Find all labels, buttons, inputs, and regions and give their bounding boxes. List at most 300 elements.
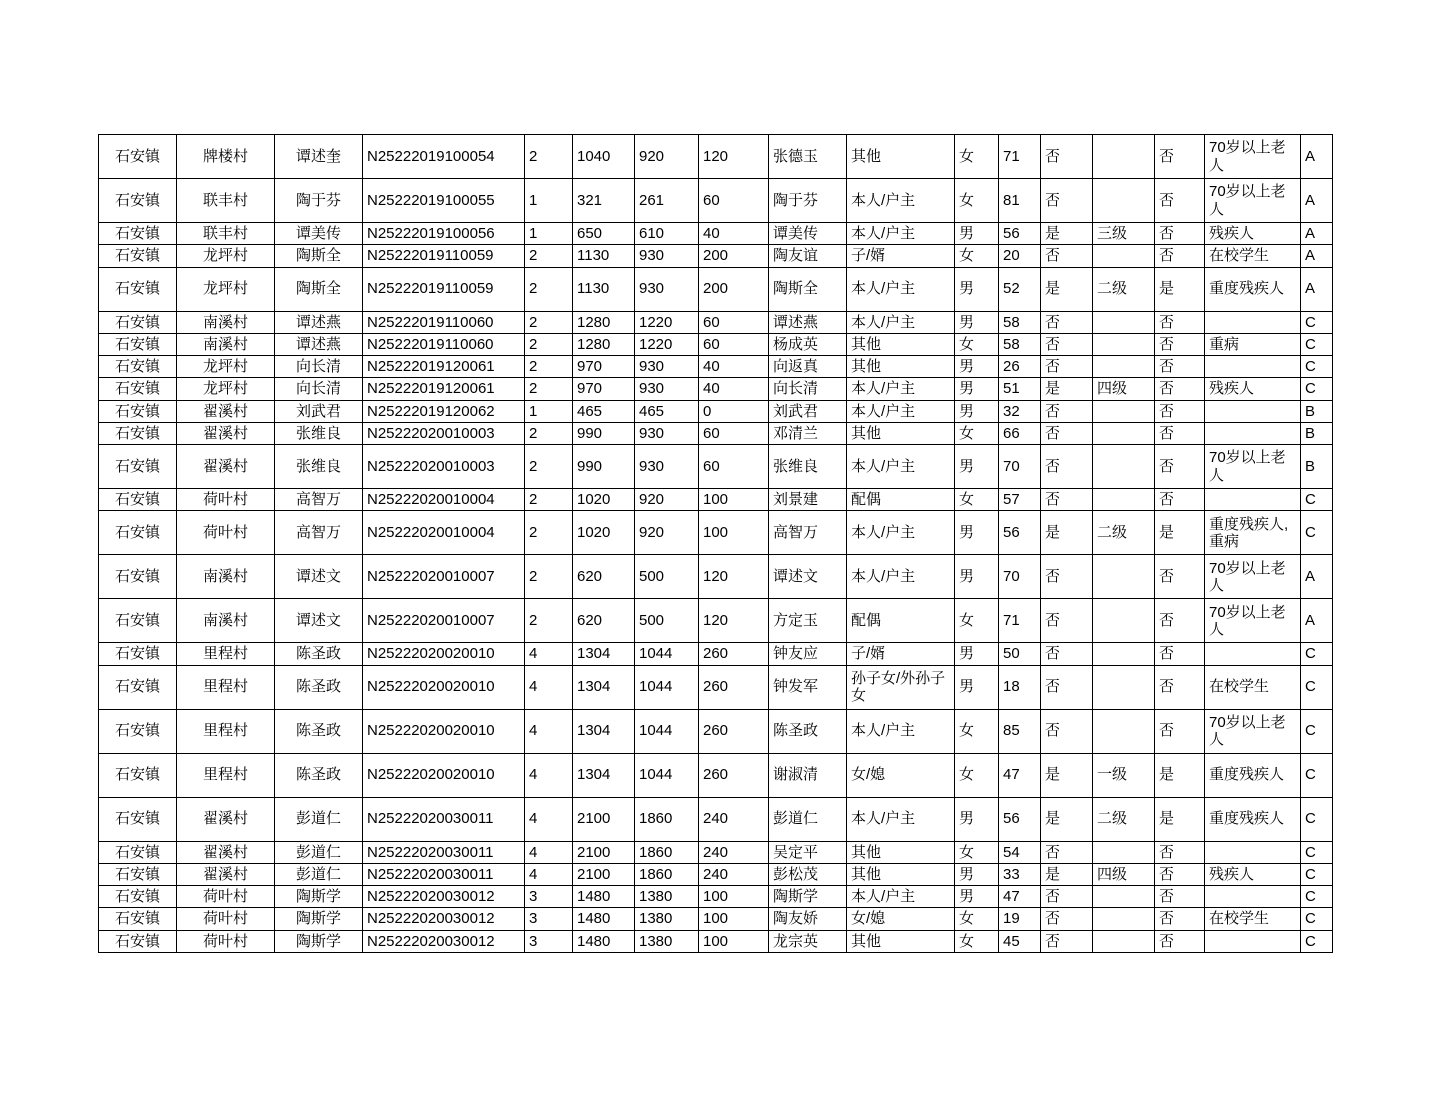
cell-severe: 否 <box>1155 863 1205 885</box>
table-row <box>99 179 1333 223</box>
cell-relation: 子/婿 <box>847 643 955 665</box>
cell-subsidy: 260 <box>699 709 769 753</box>
cell-net_income: 930 <box>635 445 699 489</box>
cell-member_name: 陶友娇 <box>769 908 847 930</box>
cell-age: 26 <box>999 356 1041 378</box>
cell-town: 石安镇 <box>99 599 177 643</box>
cell-id_number: N25222020010003 <box>363 445 525 489</box>
cell-category <box>1205 841 1301 863</box>
cell-subsidy: 200 <box>699 245 769 267</box>
cell-town: 石安镇 <box>99 245 177 267</box>
cell-severe: 否 <box>1155 422 1205 444</box>
cell-disability_level <box>1093 709 1155 753</box>
cell-town: 石安镇 <box>99 135 177 179</box>
cell-total_income: 465 <box>573 400 635 422</box>
cell-id_number: N25222020010003 <box>363 422 525 444</box>
cell-severe: 是 <box>1155 267 1205 311</box>
cell-id_number: N25222020010007 <box>363 599 525 643</box>
cell-age: 71 <box>999 135 1041 179</box>
cell-household_head: 彭道仁 <box>275 797 363 841</box>
cell-subsidy: 100 <box>699 930 769 952</box>
cell-household_head: 向长清 <box>275 378 363 400</box>
cell-town: 石安镇 <box>99 886 177 908</box>
cell-total_income: 1304 <box>573 753 635 797</box>
cell-member_name: 钟发军 <box>769 665 847 709</box>
cell-member_name: 陶友谊 <box>769 245 847 267</box>
cell-gender: 男 <box>955 400 999 422</box>
cell-village: 里程村 <box>177 753 275 797</box>
table-row <box>99 908 1333 930</box>
cell-household_size: 4 <box>525 753 573 797</box>
cell-net_income: 1044 <box>635 709 699 753</box>
cell-grade: A <box>1301 223 1333 245</box>
cell-subsidy: 0 <box>699 400 769 422</box>
cell-gender: 男 <box>955 223 999 245</box>
cell-id_number: N25222019120061 <box>363 378 525 400</box>
cell-age: 20 <box>999 245 1041 267</box>
cell-relation: 其他 <box>847 356 955 378</box>
cell-subsidy: 40 <box>699 356 769 378</box>
cell-village: 联丰村 <box>177 179 275 223</box>
cell-town: 石安镇 <box>99 422 177 444</box>
table-row <box>99 886 1333 908</box>
cell-disability_level <box>1093 311 1155 333</box>
cell-subsidy: 60 <box>699 179 769 223</box>
cell-net_income: 1044 <box>635 643 699 665</box>
cell-member_name: 陶于芬 <box>769 179 847 223</box>
cell-net_income: 930 <box>635 378 699 400</box>
cell-severe: 否 <box>1155 643 1205 665</box>
cell-subsidy: 100 <box>699 511 769 555</box>
cell-category: 70岁以上老人 <box>1205 709 1301 753</box>
cell-grade: C <box>1301 378 1333 400</box>
cell-severe: 否 <box>1155 709 1205 753</box>
cell-grade: C <box>1301 643 1333 665</box>
cell-household_head: 陶于芬 <box>275 179 363 223</box>
cell-household_head: 高智万 <box>275 489 363 511</box>
cell-severe: 否 <box>1155 665 1205 709</box>
cell-category: 在校学生 <box>1205 908 1301 930</box>
cell-town: 石安镇 <box>99 311 177 333</box>
cell-category <box>1205 886 1301 908</box>
cell-id_number: N25222019100054 <box>363 135 525 179</box>
cell-disabled: 否 <box>1041 311 1093 333</box>
cell-total_income: 990 <box>573 422 635 444</box>
cell-disability_level <box>1093 400 1155 422</box>
cell-age: 47 <box>999 886 1041 908</box>
cell-id_number: N25222019110059 <box>363 245 525 267</box>
cell-grade: C <box>1301 356 1333 378</box>
cell-village: 荷叶村 <box>177 908 275 930</box>
cell-village: 里程村 <box>177 665 275 709</box>
cell-category <box>1205 311 1301 333</box>
cell-relation: 本人/户主 <box>847 555 955 599</box>
cell-village: 荷叶村 <box>177 511 275 555</box>
cell-grade: A <box>1301 267 1333 311</box>
cell-member_name: 谭美传 <box>769 223 847 245</box>
cell-subsidy: 60 <box>699 311 769 333</box>
cell-relation: 本人/户主 <box>847 797 955 841</box>
cell-gender: 女 <box>955 599 999 643</box>
cell-age: 81 <box>999 179 1041 223</box>
cell-disabled: 否 <box>1041 445 1093 489</box>
table-row <box>99 223 1333 245</box>
cell-village: 南溪村 <box>177 555 275 599</box>
cell-age: 50 <box>999 643 1041 665</box>
cell-village: 南溪村 <box>177 333 275 355</box>
cell-disability_level <box>1093 643 1155 665</box>
cell-relation: 本人/户主 <box>847 223 955 245</box>
cell-subsidy: 260 <box>699 665 769 709</box>
cell-id_number: N25222020030012 <box>363 930 525 952</box>
cell-disability_level <box>1093 135 1155 179</box>
cell-household_size: 2 <box>525 378 573 400</box>
cell-age: 45 <box>999 930 1041 952</box>
cell-category <box>1205 400 1301 422</box>
cell-subsidy: 40 <box>699 223 769 245</box>
cell-household_head: 高智万 <box>275 511 363 555</box>
cell-town: 石安镇 <box>99 179 177 223</box>
cell-total_income: 1480 <box>573 908 635 930</box>
cell-age: 56 <box>999 797 1041 841</box>
cell-disabled: 否 <box>1041 599 1093 643</box>
cell-id_number: N25222019120062 <box>363 400 525 422</box>
cell-net_income: 465 <box>635 400 699 422</box>
cell-village: 荷叶村 <box>177 886 275 908</box>
cell-severe: 否 <box>1155 311 1205 333</box>
table-row <box>99 643 1333 665</box>
cell-member_name: 吴定平 <box>769 841 847 863</box>
cell-subsidy: 240 <box>699 841 769 863</box>
cell-grade: A <box>1301 555 1333 599</box>
cell-category: 在校学生 <box>1205 665 1301 709</box>
cell-household_size: 4 <box>525 709 573 753</box>
table-row <box>99 267 1333 311</box>
cell-household_head: 张维良 <box>275 445 363 489</box>
cell-relation: 配偶 <box>847 489 955 511</box>
cell-relation: 女/媳 <box>847 753 955 797</box>
cell-household_size: 4 <box>525 643 573 665</box>
cell-grade: C <box>1301 930 1333 952</box>
cell-disabled: 否 <box>1041 908 1093 930</box>
cell-severe: 否 <box>1155 841 1205 863</box>
cell-disabled: 否 <box>1041 333 1093 355</box>
cell-net_income: 930 <box>635 245 699 267</box>
cell-subsidy: 120 <box>699 555 769 599</box>
cell-village: 翟溪村 <box>177 445 275 489</box>
cell-category <box>1205 489 1301 511</box>
cell-severe: 否 <box>1155 886 1205 908</box>
cell-disabled: 否 <box>1041 930 1093 952</box>
cell-net_income: 261 <box>635 179 699 223</box>
cell-category: 残疾人 <box>1205 223 1301 245</box>
cell-grade: A <box>1301 179 1333 223</box>
cell-total_income: 1304 <box>573 709 635 753</box>
cell-village: 荷叶村 <box>177 489 275 511</box>
cell-subsidy: 240 <box>699 863 769 885</box>
cell-gender: 男 <box>955 445 999 489</box>
cell-total_income: 1480 <box>573 886 635 908</box>
cell-town: 石安镇 <box>99 797 177 841</box>
cell-member_name: 谭述文 <box>769 555 847 599</box>
cell-severe: 否 <box>1155 908 1205 930</box>
cell-gender: 男 <box>955 643 999 665</box>
cell-subsidy: 260 <box>699 753 769 797</box>
cell-id_number: N25222020030011 <box>363 841 525 863</box>
cell-age: 58 <box>999 311 1041 333</box>
cell-severe: 是 <box>1155 753 1205 797</box>
cell-household_head: 谭述奎 <box>275 135 363 179</box>
cell-id_number: N25222020030011 <box>363 863 525 885</box>
cell-disability_level <box>1093 445 1155 489</box>
cell-town: 石安镇 <box>99 841 177 863</box>
cell-household_head: 彭道仁 <box>275 863 363 885</box>
cell-subsidy: 240 <box>699 797 769 841</box>
cell-total_income: 1304 <box>573 665 635 709</box>
table-row <box>99 511 1333 555</box>
cell-grade: C <box>1301 886 1333 908</box>
cell-age: 18 <box>999 665 1041 709</box>
cell-town: 石安镇 <box>99 489 177 511</box>
cell-village: 翟溪村 <box>177 841 275 863</box>
cell-net_income: 1220 <box>635 333 699 355</box>
cell-disabled: 是 <box>1041 378 1093 400</box>
cell-disabled: 否 <box>1041 841 1093 863</box>
cell-grade: B <box>1301 400 1333 422</box>
cell-gender: 女 <box>955 422 999 444</box>
cell-id_number: N25222019100056 <box>363 223 525 245</box>
cell-household_size: 4 <box>525 863 573 885</box>
cell-total_income: 1480 <box>573 930 635 952</box>
cell-net_income: 920 <box>635 489 699 511</box>
table-row <box>99 709 1333 753</box>
cell-village: 南溪村 <box>177 599 275 643</box>
cell-member_name: 张维良 <box>769 445 847 489</box>
table-row <box>99 333 1333 355</box>
cell-total_income: 990 <box>573 445 635 489</box>
cell-household_size: 2 <box>525 422 573 444</box>
cell-subsidy: 60 <box>699 445 769 489</box>
cell-id_number: N25222020010004 <box>363 489 525 511</box>
cell-household_head: 张维良 <box>275 422 363 444</box>
cell-household_size: 1 <box>525 179 573 223</box>
table-row <box>99 356 1333 378</box>
cell-net_income: 1220 <box>635 311 699 333</box>
cell-household_head: 谭述文 <box>275 555 363 599</box>
cell-net_income: 1044 <box>635 753 699 797</box>
cell-village: 里程村 <box>177 709 275 753</box>
cell-id_number: N25222020020010 <box>363 665 525 709</box>
cell-disability_level: 一级 <box>1093 753 1155 797</box>
cell-grade: C <box>1301 489 1333 511</box>
cell-relation: 本人/户主 <box>847 445 955 489</box>
cell-grade: B <box>1301 422 1333 444</box>
cell-household_size: 1 <box>525 400 573 422</box>
cell-disability_level <box>1093 599 1155 643</box>
cell-total_income: 1020 <box>573 489 635 511</box>
cell-total_income: 1040 <box>573 135 635 179</box>
cell-id_number: N25222020020010 <box>363 753 525 797</box>
cell-household_size: 3 <box>525 930 573 952</box>
cell-severe: 否 <box>1155 378 1205 400</box>
cell-net_income: 1380 <box>635 908 699 930</box>
cell-household_head: 向长清 <box>275 356 363 378</box>
cell-household_head: 陶斯全 <box>275 245 363 267</box>
cell-total_income: 650 <box>573 223 635 245</box>
cell-disabled: 否 <box>1041 245 1093 267</box>
cell-id_number: N25222020020010 <box>363 643 525 665</box>
cell-category: 在校学生 <box>1205 245 1301 267</box>
cell-subsidy: 100 <box>699 908 769 930</box>
cell-total_income: 321 <box>573 179 635 223</box>
cell-age: 56 <box>999 223 1041 245</box>
cell-net_income: 930 <box>635 422 699 444</box>
cell-category <box>1205 643 1301 665</box>
cell-disability_level <box>1093 555 1155 599</box>
cell-village: 里程村 <box>177 643 275 665</box>
cell-severe: 否 <box>1155 930 1205 952</box>
table-row <box>99 753 1333 797</box>
cell-grade: C <box>1301 797 1333 841</box>
cell-grade: C <box>1301 311 1333 333</box>
cell-gender: 女 <box>955 930 999 952</box>
cell-relation: 其他 <box>847 333 955 355</box>
cell-age: 33 <box>999 863 1041 885</box>
cell-gender: 男 <box>955 555 999 599</box>
cell-relation: 本人/户主 <box>847 179 955 223</box>
cell-category: 70岁以上老人 <box>1205 555 1301 599</box>
cell-disability_level <box>1093 356 1155 378</box>
cell-category: 重度残疾人,重病 <box>1205 511 1301 555</box>
cell-grade: C <box>1301 863 1333 885</box>
cell-household_size: 2 <box>525 267 573 311</box>
cell-category <box>1205 356 1301 378</box>
cell-grade: C <box>1301 665 1333 709</box>
table-row <box>99 378 1333 400</box>
cell-household_size: 2 <box>525 333 573 355</box>
cell-relation: 配偶 <box>847 599 955 643</box>
cell-disability_level <box>1093 333 1155 355</box>
cell-disability_level <box>1093 841 1155 863</box>
cell-grade: B <box>1301 445 1333 489</box>
cell-id_number: N25222020020010 <box>363 709 525 753</box>
cell-id_number: N25222020030012 <box>363 908 525 930</box>
cell-gender: 女 <box>955 333 999 355</box>
cell-gender: 男 <box>955 267 999 311</box>
cell-age: 71 <box>999 599 1041 643</box>
cell-household_size: 2 <box>525 445 573 489</box>
cell-relation: 本人/户主 <box>847 400 955 422</box>
cell-category: 残疾人 <box>1205 378 1301 400</box>
cell-age: 52 <box>999 267 1041 311</box>
cell-town: 石安镇 <box>99 709 177 753</box>
cell-town: 石安镇 <box>99 267 177 311</box>
cell-household_head: 谭美传 <box>275 223 363 245</box>
cell-household_size: 4 <box>525 665 573 709</box>
cell-town: 石安镇 <box>99 908 177 930</box>
table-row <box>99 489 1333 511</box>
cell-category: 70岁以上老人 <box>1205 179 1301 223</box>
cell-town: 石安镇 <box>99 555 177 599</box>
cell-total_income: 2100 <box>573 841 635 863</box>
cell-disability_level: 二级 <box>1093 797 1155 841</box>
cell-severe: 否 <box>1155 599 1205 643</box>
cell-member_name: 陶斯学 <box>769 886 847 908</box>
cell-household_size: 1 <box>525 223 573 245</box>
cell-severe: 否 <box>1155 356 1205 378</box>
cell-net_income: 930 <box>635 356 699 378</box>
cell-village: 翟溪村 <box>177 797 275 841</box>
cell-member_name: 刘景建 <box>769 489 847 511</box>
cell-net_income: 930 <box>635 267 699 311</box>
cell-age: 58 <box>999 333 1041 355</box>
cell-subsidy: 200 <box>699 267 769 311</box>
cell-village: 龙坪村 <box>177 356 275 378</box>
cell-gender: 男 <box>955 665 999 709</box>
cell-village: 牌楼村 <box>177 135 275 179</box>
cell-category: 70岁以上老人 <box>1205 135 1301 179</box>
cell-disabled: 否 <box>1041 665 1093 709</box>
cell-age: 66 <box>999 422 1041 444</box>
cell-member_name: 钟友应 <box>769 643 847 665</box>
cell-category: 重病 <box>1205 333 1301 355</box>
cell-relation: 其他 <box>847 135 955 179</box>
cell-household_head: 陶斯全 <box>275 267 363 311</box>
cell-household_head: 谭述燕 <box>275 311 363 333</box>
cell-id_number: N25222020030012 <box>363 886 525 908</box>
cell-member_name: 高智万 <box>769 511 847 555</box>
cell-category <box>1205 422 1301 444</box>
cell-grade: C <box>1301 841 1333 863</box>
cell-total_income: 1280 <box>573 311 635 333</box>
cell-category: 70岁以上老人 <box>1205 445 1301 489</box>
cell-id_number: N25222019110060 <box>363 333 525 355</box>
cell-subsidy: 40 <box>699 378 769 400</box>
cell-household_size: 4 <box>525 841 573 863</box>
cell-total_income: 1130 <box>573 245 635 267</box>
cell-member_name: 谭述燕 <box>769 311 847 333</box>
cell-relation: 其他 <box>847 422 955 444</box>
cell-disabled: 是 <box>1041 267 1093 311</box>
cell-net_income: 610 <box>635 223 699 245</box>
cell-household_head: 陈圣政 <box>275 665 363 709</box>
cell-member_name: 杨成英 <box>769 333 847 355</box>
cell-household_size: 2 <box>525 555 573 599</box>
cell-disability_level <box>1093 886 1155 908</box>
cell-subsidy: 260 <box>699 643 769 665</box>
cell-relation: 女/媳 <box>847 908 955 930</box>
cell-village: 南溪村 <box>177 311 275 333</box>
cell-subsidy: 100 <box>699 886 769 908</box>
cell-disabled: 是 <box>1041 223 1093 245</box>
cell-severe: 否 <box>1155 223 1205 245</box>
cell-gender: 男 <box>955 863 999 885</box>
cell-severe: 否 <box>1155 400 1205 422</box>
cell-household_size: 2 <box>525 489 573 511</box>
cell-village: 翟溪村 <box>177 863 275 885</box>
cell-gender: 男 <box>955 356 999 378</box>
cell-village: 翟溪村 <box>177 422 275 444</box>
table-row <box>99 841 1333 863</box>
cell-member_name: 邓清兰 <box>769 422 847 444</box>
cell-village: 荷叶村 <box>177 930 275 952</box>
cell-category: 重度残疾人 <box>1205 753 1301 797</box>
cell-relation: 本人/户主 <box>847 886 955 908</box>
cell-total_income: 970 <box>573 378 635 400</box>
cell-severe: 是 <box>1155 797 1205 841</box>
cell-net_income: 1044 <box>635 665 699 709</box>
table-row <box>99 863 1333 885</box>
